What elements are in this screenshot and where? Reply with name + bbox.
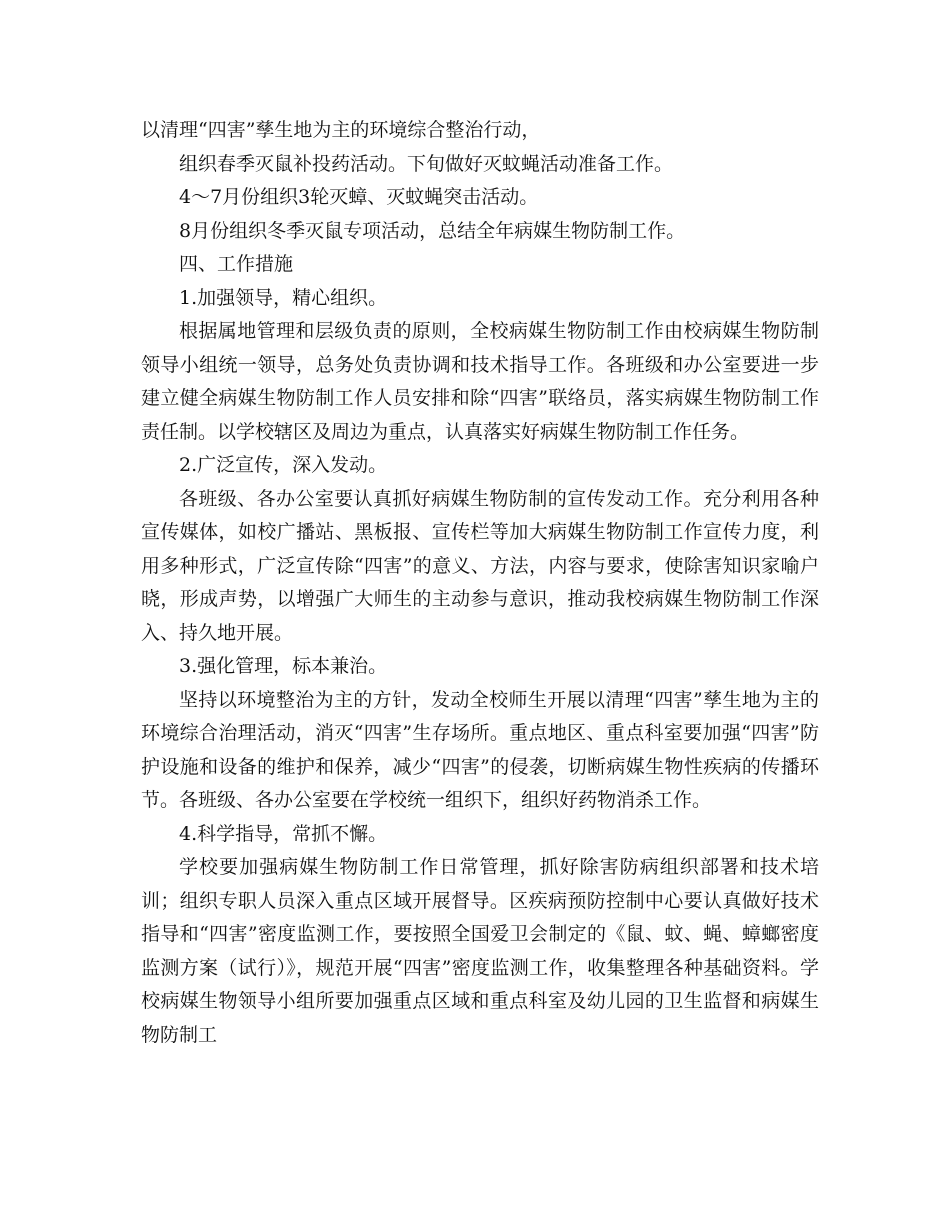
subsection-heading: 2.广泛宣传，深入发动。 bbox=[179, 454, 388, 476]
subsection-heading: 4.科学指导，常抓不懈。 bbox=[179, 822, 388, 845]
subsection-heading: 3.强化管理，标本兼治。 bbox=[179, 655, 388, 677]
document-body bbox=[141, 114, 819, 1052]
paragraph: 以清理“四害”孳生地为主的环境综合整治行动， bbox=[141, 119, 541, 141]
paragraph: 学校要加强病媒生物防制工作日常管理，抓好除害防病组织部署和技术培训；组织专职人员深入重点区域开展督导。区疾病预防控制中心要认真做好技术指导和“四害”密度监测工作，要按照全国爱卫会制定的《鼠、蚊、蝇、蟑螂密度监测方案（试行）》，规范开展“四害”密度监测工作，收集整理各种基础资料。学校病媒生物领导小组所要加强重点区域和重点科室及幼儿园的卫生监督和病媒生物防制工 bbox=[141, 856, 819, 1046]
paragraph: 坚持以环境整治为主的方针，发动全校师生开展以清理“四害”孳生地为主的环境综合治理活动，消灭“四害”生存场所。重点地区、重点科室要加强“四害”防护设施和设备的维护和保养，减少“四害”的侵袭，切断病媒生物性疾病的传播环节。各班级、各办公室要在学校统一组织下，组织好药物消杀工作。 bbox=[141, 688, 819, 811]
paragraph: 8月份组织冬季灭鼠专项活动，总结全年病媒生物防制工作。 bbox=[179, 219, 686, 242]
paragraph: 根据属地管理和层级负责的原则，全校病媒生物防制工作由校病媒生物防制领导小组统一领导，总务处负责协调和技术指导工作。各班级和办公室要进一步建立健全病媒生物防制工作人员安排和除“四害”联络员，落实病媒生物防制工作责任制。以学校辖区及周边为重点，认真落实好病媒生物防制工作任务。 bbox=[141, 320, 819, 443]
paragraph: 4～7月份组织3轮灭蟑、灭蚊蝇突击活动。 bbox=[179, 186, 539, 208]
subsection-heading: 1.加强领导，精心组织。 bbox=[179, 286, 388, 309]
paragraph: 各班级、各办公室要认真抓好病媒生物防制的宣传发动工作。充分利用各种宣传媒体，如校广播站、黑板报、宣传栏等加大病媒生物防制工作宣传力度，利用多种形式，广泛宣传除“四害”的意义、方法，内容与要求，使除害知识家喻户晓，形成声势，以增强广大师生的主动参与意识，推动我校病媒生物防制工作深入、持久地开展。 bbox=[141, 487, 819, 644]
paragraph: 组织春季灭鼠补投药活动。下旬做好灭蚊蝇活动准备工作。 bbox=[179, 152, 674, 175]
section-heading: 四、工作措施 bbox=[179, 253, 294, 275]
